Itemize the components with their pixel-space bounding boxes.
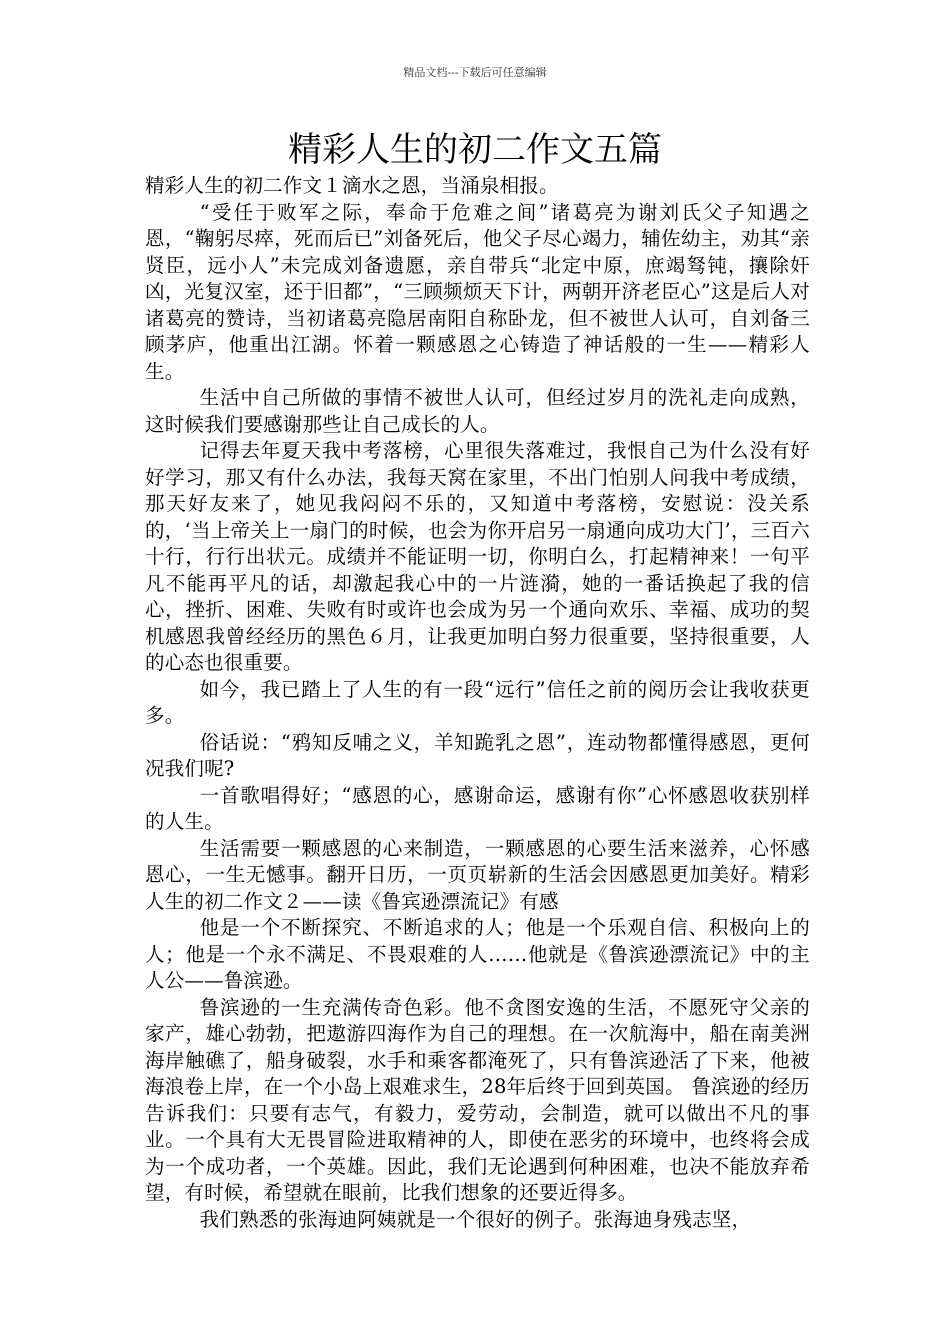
header-note: 精品文档---下载后可任意编辑	[403, 66, 547, 79]
paragraph: 他是一个不断探究、不断追求的人；他是一个乐观自信、积极向上的人；他是一个永不满足、不畏艰难的人……他就是《鲁滨逊漂流记》中的主人公——鲁滨逊。	[145, 916, 810, 992]
document-body	[145, 173, 810, 1233]
paragraph: 精彩人生的初二作文１滴水之恩，当涌泉相报。	[145, 174, 559, 197]
paragraph: 俗话说：“鸦知反哺之义，羊知跪乳之恩”，连动物都懂得感恩，更何况我们呢?	[145, 730, 810, 780]
document-title: 精彩人生的初二作文五篇	[288, 130, 662, 170]
paragraph: 我们熟悉的张海迪阿姨就是一个很好的例子。张海迪身残志坚，	[199, 1207, 752, 1231]
paragraph: 生活中自己所做的事情不被世人认可，但经过岁月的洗礼走向成熟，这时候我们要感谢那些让自己成长的人。	[145, 386, 810, 436]
paragraph: 如今，我已踏上了人生的有一段“远行”信任之前的阅历会让我收获更多。	[145, 677, 810, 727]
paragraph: “受任于败军之际，奉命于危难之间”诸葛亮为谢刘氏父子知遇之恩，“鞠躬尽瘁，死而后已”刘备死后，他父子尽心竭力，辅佐幼主，劝其“亲贤臣，远小人”未完成刘备遗愿，亲自带兵“北定中原，庶竭驽钝，攘除奸凶，光复汉室，还于旧都”，“三顾频烦天下计，两朝开济老臣心”这是后人对诸葛亮的赞诗，当初诸葛亮隐居南阳自称卧龙，但不被世人认可，自刘备三顾茅庐，他重出江湖。怀着一颗感恩之心铸造了神话般的一生——精彩人生。	[145, 200, 810, 383]
paragraph: 一首歌唱得好；“感恩的心，感谢命运，感谢有你”心怀感恩收获别样的人生。	[145, 783, 810, 833]
paragraph: 生活需要一颗感恩的心来制造，一颗感恩的心要生活来滋养，心怀感恩心，一生无憾事。翻开日历，一页页崭新的生活会因感恩更加美好。精彩人生的初二作文２——读《鲁宾逊漂流记》有感	[145, 836, 810, 913]
paragraph: 鲁滨逊的一生充满传奇色彩。他不贪图安逸的生活，不愿死守父亲的家产，雄心勃勃，把遨游四海作为自己的理想。在一次航海中，船在南美洲海岸触礁了，船身破裂，水手和乘客都淹死了，只有鲁滨逊活了下来，他被海浪卷上岸，在一个小岛上艰难求生，28年后终于回到英国。 鲁滨逊的经历告诉我们：只要有志气，有毅力，爱劳动，会制造，就可以做出不凡的事业。一个具有大无畏冒险进取精神的人，即使在恶劣的环境中，也终将会成为一个成功者，一个英雄。因此，我们无论遇到何种困难，也决不能放弃希望，有时候，希望就在眼前，比我们想象的还要近得多。	[145, 995, 810, 1204]
paragraph: 记得去年夏天我中考落榜，心里很失落难过，我恨自己为什么没有好好学习，那又有什么办法，我每天窝在家里，不出门怕别人问我中考成绩，那天好友来了，她见我闷闷不乐的，又知道中考落榜，安慰说：没关系的，‘当上帝关上一扇门的时候，也会为你开启另一扇通向成功大门’，三百六十行，行行出状元。成绩并不能证明一切，你明白么，打起精神来！一句平凡不能再平凡的话，却激起我心中的一片涟漪，她的一番话换起了我的信心，挫折、困难、失败有时或许也会成为另一个通向欢乐、幸福、成功的契机感恩我曾经经历的黑色６月，让我更加明白努力很重要，坚持很重要，人的心态也很重要。	[145, 439, 810, 674]
